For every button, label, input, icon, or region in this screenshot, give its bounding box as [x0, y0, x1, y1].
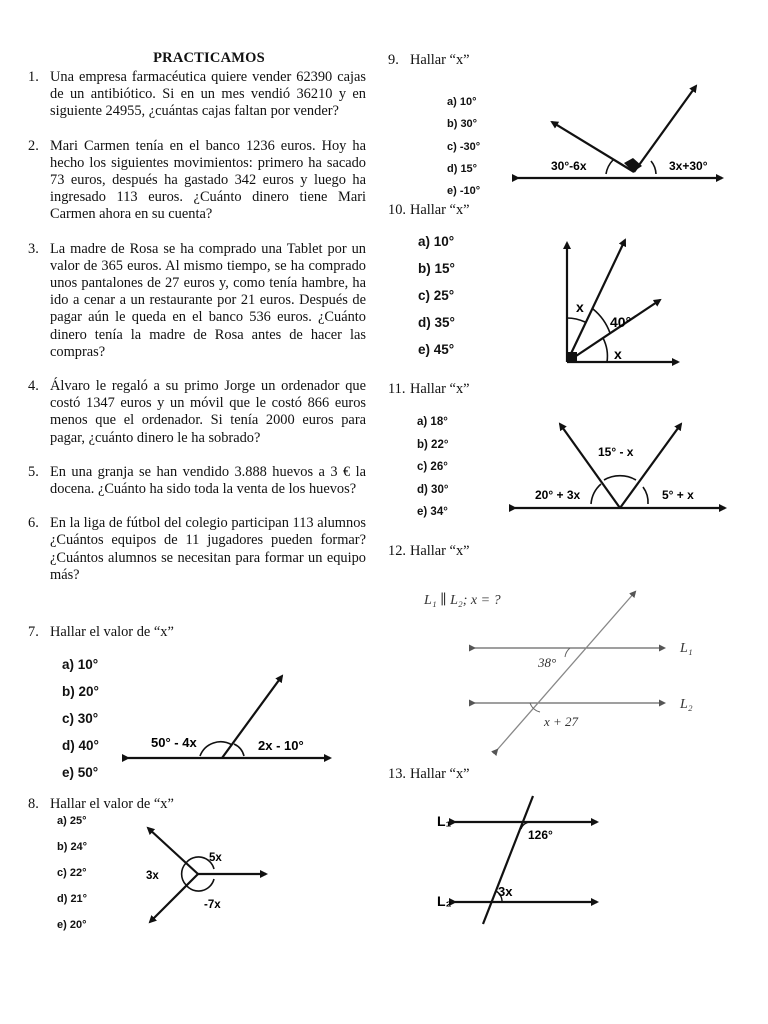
problem-number: 8.	[28, 796, 39, 812]
option-b: b) 15°	[418, 261, 455, 276]
angle-label-3x: 3x	[498, 884, 513, 899]
problem-number: 7.	[28, 624, 39, 640]
angle-label-5x: 5x	[209, 852, 222, 864]
option-d: d) 15°	[447, 162, 478, 175]
line-label-l1: L₁	[680, 641, 693, 656]
problem-heading: Hallar “x”	[410, 543, 470, 559]
problem-heading: Hallar “x”	[410, 381, 470, 397]
problem-number: 6.	[28, 515, 39, 532]
angle-label-right: 5° + x	[662, 488, 694, 502]
option-a: a) 10°	[418, 234, 455, 249]
problem-number: 12.	[388, 543, 406, 559]
parallel-condition: L₁ ∥ L₂; x = ?	[424, 593, 501, 608]
angle-label-40: 40°	[610, 314, 632, 330]
problem-number: 4.	[28, 378, 39, 395]
problem-heading: Hallar “x”	[410, 52, 470, 68]
line-label-l2: L₂	[437, 893, 452, 909]
angle-label-left: 30°-6x	[551, 159, 587, 173]
problem-number: 1.	[28, 69, 39, 85]
problem-heading: Hallar el valor de “x”	[50, 624, 174, 640]
angle-label-right: 2x - 10°	[258, 738, 304, 753]
option-d: d) 21°	[57, 893, 88, 905]
option-c: c) 30°	[62, 711, 99, 726]
line-label-l1: L₁	[437, 813, 452, 829]
option-e: e) 45°	[418, 342, 455, 357]
option-e: e) 50°	[62, 765, 99, 780]
option-e: e) -10°	[447, 185, 481, 198]
option-d: d) 40°	[62, 738, 99, 753]
problem-number: 2.	[28, 137, 39, 154]
problem-number: 3.	[28, 240, 39, 257]
option-a: a) 18°	[417, 416, 448, 428]
angle-label-right: 3x+30°	[669, 159, 708, 173]
problem-text: En una granja se han vendido 3.888 huevos a 3 € la docena. ¿Cuánto ha sido toda la venta de los huevos?	[50, 463, 366, 498]
option-b: b) 22°	[417, 438, 449, 451]
problem-number: 9.	[388, 52, 399, 68]
problem-heading: Hallar el valor de “x”	[50, 796, 174, 812]
angle-label-3x: 3x	[146, 870, 159, 882]
option-b: b) 24°	[57, 841, 88, 853]
option-c: c) -30°	[447, 140, 481, 153]
problem-text: En la liga de fútbol del colegio participan 113 alumnos ¿Cuántos equipos de 11 jugadores pueden formar? ¿Cuántos alumnos se necesitan para formar un equipo más?	[50, 515, 366, 583]
problem-text: Una empresa farmacéutica quiere vender 62390 cajas de un antibiótico. Si en un mes vendió 36210 y en siguiente 24955, ¿cuántas cajas faltan por vender?	[50, 69, 366, 120]
problem-heading: Hallar “x”	[410, 766, 470, 782]
option-c: c) 25°	[418, 288, 455, 303]
problem-text: Mari Carmen tenía en el banco 1236 euros. Hoy ha hecho los siguientes movimientos: primero ha sacado 73 euros, después ha gastado 342 euros y luego ha ingresado 113 euros. ¿Cuánto dinero tiene Mari Carmen ahora en su cuenta?	[50, 137, 366, 223]
angle-label-neg7x: -7x	[204, 899, 221, 911]
angle-label-x-top: x	[576, 299, 584, 315]
option-e: e) 34°	[417, 506, 448, 518]
angle-label-38: 38°	[538, 655, 557, 670]
problem-text: Álvaro le regaló a su primo Jorge un ordenador que costó 1347 euros y un móvil que le costó 866 euros menos que el ordenador. Si tenía 2000 euros para pagar, ¿cuánto dinero le ha sobrado?	[50, 378, 366, 446]
option-c: c) 22°	[57, 867, 87, 879]
line-label-l2: L₂	[680, 697, 693, 712]
option-a: a) 10°	[62, 657, 99, 672]
page-title: PRACTICAMOS	[153, 50, 265, 66]
option-b: b) 30°	[447, 118, 478, 131]
problem-number: 5.	[28, 463, 39, 480]
option-e: e) 20°	[57, 919, 87, 931]
problem-number: 11.	[388, 381, 406, 397]
angle-label-x-plus-27: x + 27	[544, 714, 579, 729]
option-d: d) 35°	[418, 315, 455, 330]
problem-heading: Hallar “x”	[410, 202, 470, 218]
angle-label-top: 15° - x	[598, 445, 634, 459]
problem-number: 13.	[388, 766, 406, 782]
problem-number: 10.	[388, 202, 406, 218]
angle-label-x-bottom: x	[614, 346, 622, 362]
angle-label-left: 20° + 3x	[535, 488, 581, 502]
option-a: a) 10°	[447, 96, 477, 108]
angle-label-126: 126°	[528, 828, 553, 842]
angle-label-left: 50° - 4x	[151, 735, 197, 750]
option-c: c) 26°	[417, 461, 448, 473]
option-d: d) 30°	[417, 483, 449, 496]
option-a: a) 25°	[57, 815, 87, 827]
problem-text: La madre de Rosa se ha comprado una Tablet por un valor de 365 euros. Al mismo tiempo, se ha comprado unos pantalones de 27 euros y, como tenía hambre, ha ido a cenar a un restaurante por 21 euros. Después de pagar aún le queda en el banco 536 euros. ¿Cuánto dinero tenía la madre de Rosa antes de hacer las compras?	[50, 240, 366, 360]
option-b: b) 20°	[62, 684, 99, 699]
